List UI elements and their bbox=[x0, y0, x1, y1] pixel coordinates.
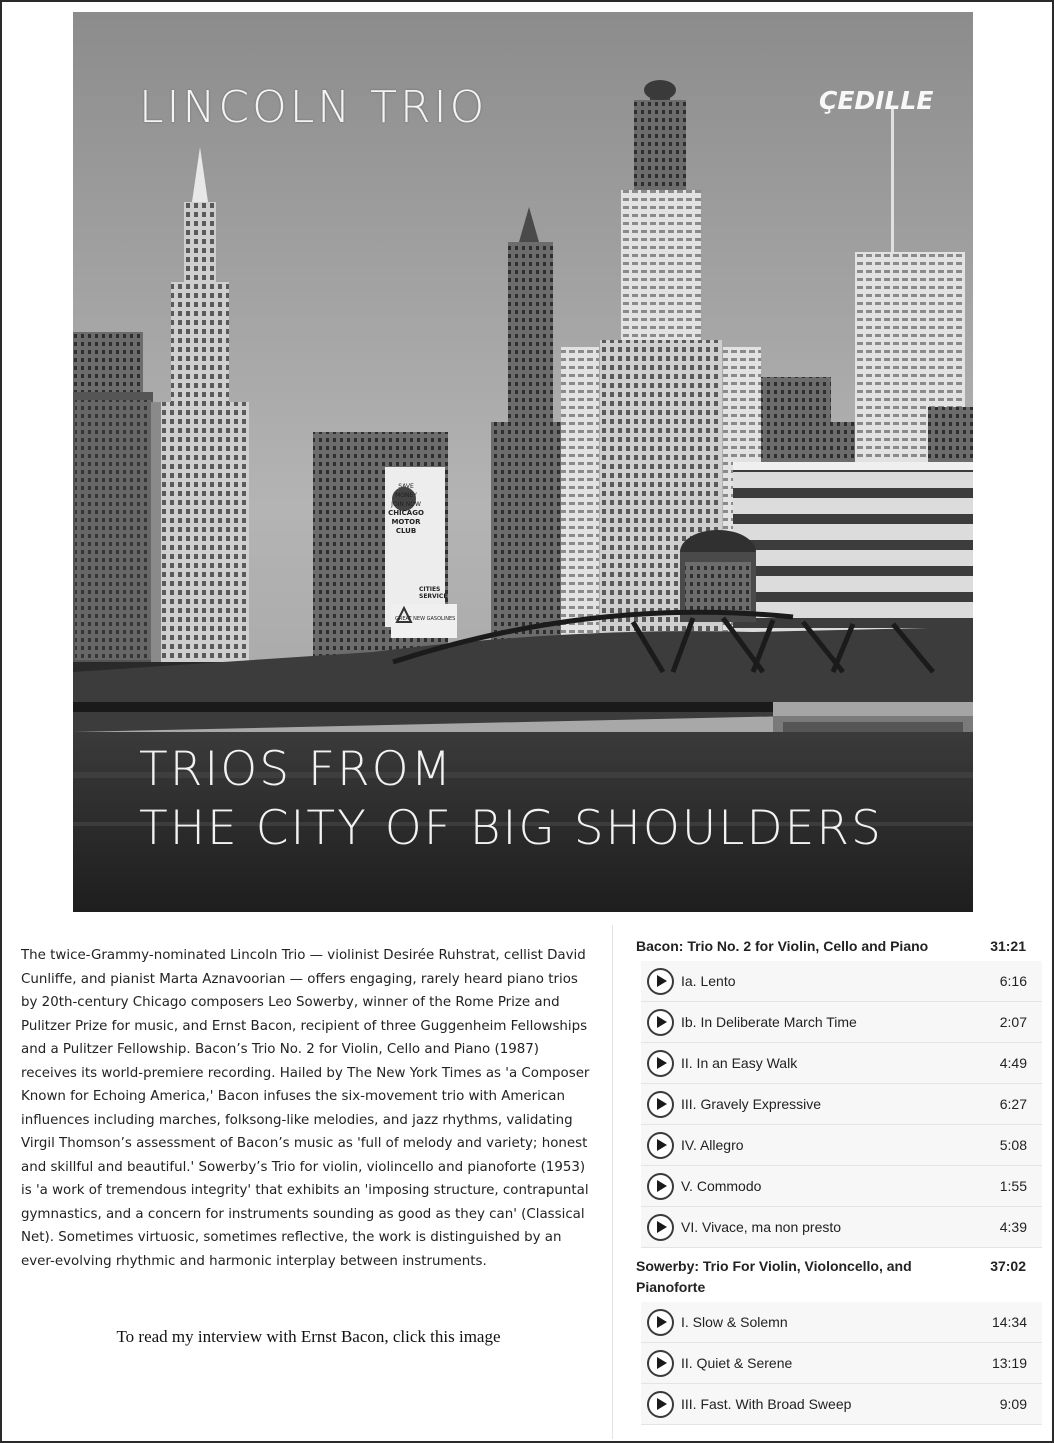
track-row[interactable] bbox=[641, 1125, 1042, 1166]
track-list bbox=[624, 930, 1042, 1425]
album-title bbox=[139, 740, 883, 858]
track-title: II. In an Easy Walk bbox=[681, 1055, 798, 1071]
album-description: The twice-Grammy-nominated Lincoln Trio — violinist Desirée Ruhstrat, cellist David Cunliffe, and pianist Marta Aznavoorian — offers engaging, rarely heard piano trios by 20th-century Chicago composers Leo Sowerby, winner of the Rome Prize and Pulitzer Prize for music, and Ernst Bacon, recipient of three Guggenheim Fellowships and a Pulitzer Fellowship. Bacon’s Trio No. 2 for Violin, Cello and Piano (1987) receives its world-premiere recording. Hailed by The New York Times as 'a Composer Known for Echoing America,' Bacon infuses the six-movement trio with American influences including marches, folksong-like melodies, and jazz rhythms, validating Virgil Thomson’s assessment of Bacon’s music as 'full of melody and variety; honest and skillful and beautiful.' Sowerby’s Trio for violin, violincello and pianoforte (1953) is 'a work of tremendous integrity' that exhibits an 'imposing structure, contrapuntal gymnastics, and a concern for instruments sounding as good as they can' (Classical Net). Sometimes virtuosic, sometimes reflective, the work is distinguished by an ever-evolving rhythmic and harmonic interplay between instruments. bbox=[21, 948, 590, 1269]
track-row[interactable] bbox=[641, 1084, 1042, 1125]
track-row[interactable] bbox=[641, 1343, 1042, 1384]
work-duration: 37:02 bbox=[990, 1258, 1026, 1274]
gas-sign-text: CITIES SERVICE bbox=[419, 586, 448, 600]
album-cover-image[interactable] bbox=[73, 12, 973, 912]
track-duration: 14:34 bbox=[991, 1314, 1027, 1330]
track-row[interactable] bbox=[641, 1302, 1042, 1343]
track-duration: 6:16 bbox=[999, 973, 1027, 989]
work-header bbox=[624, 930, 1042, 961]
interview-link[interactable]: To read my interview with Ernst Bacon, click this image bbox=[116, 1327, 501, 1346]
track-duration: 5:08 bbox=[999, 1137, 1027, 1153]
track-duration: 6:27 bbox=[999, 1096, 1027, 1112]
track-row[interactable] bbox=[641, 1043, 1042, 1084]
album-title-line-1: TRIOS FROM bbox=[139, 742, 454, 797]
track-title: Ib. In Deliberate March Time bbox=[681, 1014, 857, 1030]
track-title: III. Gravely Expressive bbox=[681, 1096, 822, 1112]
record-label-logo: ÇEDILLE bbox=[819, 86, 934, 115]
track-duration: 13:19 bbox=[991, 1355, 1027, 1371]
play-icon[interactable] bbox=[647, 1132, 674, 1159]
gas-sign-text-2: GREAT NEW GASOLINES bbox=[395, 616, 456, 622]
track-duration: 4:39 bbox=[999, 1219, 1027, 1235]
work-header bbox=[624, 1248, 1042, 1302]
play-icon[interactable] bbox=[647, 1091, 674, 1118]
track-row[interactable] bbox=[641, 1384, 1042, 1425]
track-duration: 4:49 bbox=[999, 1055, 1027, 1071]
play-icon[interactable] bbox=[647, 1173, 674, 1200]
album-title-line-2: THE CITY OF BIG SHOULDERS bbox=[139, 801, 883, 856]
track-row[interactable] bbox=[641, 1002, 1042, 1043]
track-title: Ia. Lento bbox=[681, 973, 736, 989]
play-icon[interactable] bbox=[647, 1350, 674, 1377]
play-icon[interactable] bbox=[647, 1009, 674, 1036]
play-icon[interactable] bbox=[647, 1050, 674, 1077]
track-duration: 9:09 bbox=[999, 1396, 1027, 1412]
track-title: V. Commodo bbox=[681, 1178, 762, 1194]
work-title: Sowerby: Trio For Violin, Violoncello, and Pianoforte bbox=[636, 1258, 912, 1295]
track-title: VI. Vivace, ma non presto bbox=[681, 1219, 842, 1235]
play-icon[interactable] bbox=[647, 1214, 674, 1241]
track-title: I. Slow & Solemn bbox=[681, 1314, 788, 1330]
work-duration: 31:21 bbox=[990, 938, 1026, 954]
track-title: III. Fast. With Broad Sweep bbox=[681, 1396, 852, 1412]
artist-name: LINCOLN TRIO bbox=[139, 82, 488, 133]
track-duration: 1:55 bbox=[999, 1178, 1027, 1194]
track-row[interactable] bbox=[641, 1166, 1042, 1207]
track-title: IV. Allegro bbox=[681, 1137, 744, 1153]
billboard-text: SAVE MONEY JOIN NOW CHICAGO MOTOR CLUB bbox=[388, 483, 424, 535]
work-title: Bacon: Trio No. 2 for Violin, Cello and Piano bbox=[636, 938, 929, 954]
play-icon[interactable] bbox=[647, 968, 674, 995]
track-duration: 2:07 bbox=[999, 1014, 1027, 1030]
track-row[interactable] bbox=[641, 1207, 1042, 1248]
column-divider bbox=[612, 925, 613, 1439]
play-icon[interactable] bbox=[647, 1309, 674, 1336]
play-icon[interactable] bbox=[647, 1391, 674, 1418]
track-title: II. Quiet & Serene bbox=[681, 1355, 793, 1371]
track-row[interactable] bbox=[641, 961, 1042, 1002]
